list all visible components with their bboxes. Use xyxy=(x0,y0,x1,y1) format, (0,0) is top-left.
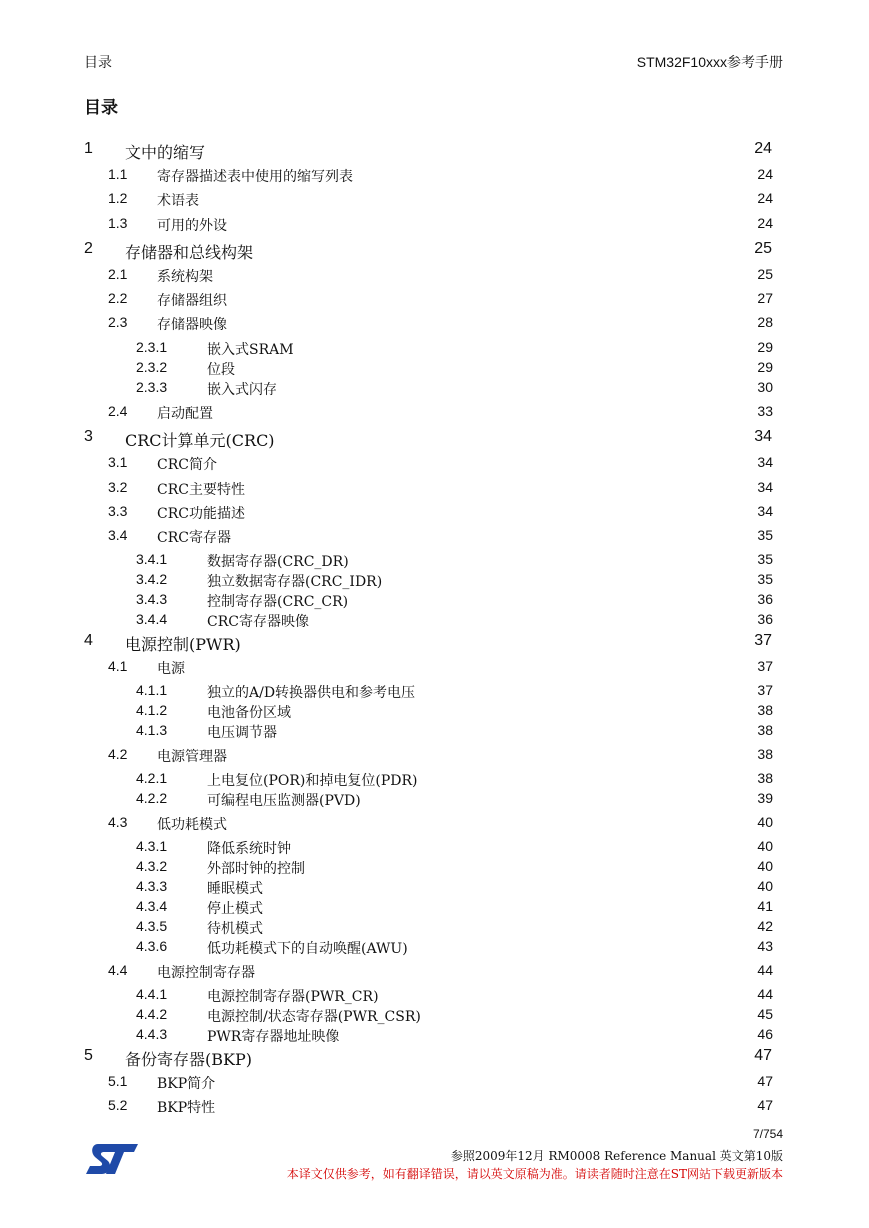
toc-entry[interactable] xyxy=(0,722,869,742)
toc-entry-page: 38 xyxy=(757,770,773,786)
toc-entry-number: 4.2.2 xyxy=(136,790,168,806)
toc-entry-page: 43 xyxy=(757,938,773,954)
toc-entry-number: 3.4.4 xyxy=(136,611,168,627)
toc-entry-title: 寄存器描述表中使用的缩写列表 xyxy=(157,169,353,185)
toc-entry-page: 40 xyxy=(757,838,773,854)
toc-entry-page: 42 xyxy=(757,918,773,934)
toc-entry[interactable] xyxy=(0,140,869,160)
toc-entry[interactable] xyxy=(0,1047,869,1067)
toc-entry-page: 37 xyxy=(757,682,773,698)
page-header-right: STM32F10xxx参考手册 xyxy=(636,54,783,70)
toc-entry-page: 37 xyxy=(757,658,773,674)
toc-entry-title: 术语表 xyxy=(157,193,199,209)
toc-entry-title: 上电复位(POR)和掉电复位(PDR) xyxy=(207,773,418,789)
toc-entry-page: 24 xyxy=(754,140,772,157)
toc-entry-number: 2.3.2 xyxy=(136,359,168,375)
toc-entry-title: 可编程电压监测器(PVD) xyxy=(207,793,361,809)
toc-entry-title: CRC简介 xyxy=(157,457,217,473)
toc-entry[interactable] xyxy=(0,240,869,260)
toc-entry-title: CRC寄存器映像 xyxy=(207,614,309,630)
toc-entry[interactable] xyxy=(0,266,869,286)
page-title: 目录 xyxy=(84,98,118,118)
toc-entry-page: 25 xyxy=(757,266,773,282)
toc-entry-number: 3.2 xyxy=(108,479,128,495)
toc-entry-page: 34 xyxy=(757,503,773,519)
toc-entry-title: 文中的缩写 xyxy=(125,143,206,162)
toc-entry-page: 46 xyxy=(757,1026,773,1042)
toc-entry-number: 4 xyxy=(84,632,93,649)
toc-entry-page: 41 xyxy=(757,898,773,914)
toc-entry-page: 36 xyxy=(757,611,773,627)
toc-entry-title: 备份寄存器(BKP) xyxy=(125,1050,252,1069)
toc-entry-number: 3.4 xyxy=(108,527,128,543)
toc-entry[interactable] xyxy=(0,428,869,448)
toc-entry-title: 独立的A/D转换器供电和参考电压 xyxy=(207,685,416,701)
toc-entry[interactable] xyxy=(0,858,869,878)
toc-entry-title: CRC寄存器 xyxy=(157,530,231,546)
toc-entry-page: 38 xyxy=(757,722,773,738)
toc-entry-page: 24 xyxy=(757,215,773,231)
toc-entry[interactable] xyxy=(0,339,869,359)
st-logo-icon xyxy=(84,1140,140,1178)
toc-entry-title: 停止模式 xyxy=(207,901,263,917)
toc-entry-number: 4.4.1 xyxy=(136,986,168,1002)
toc-entry-title: PWR寄存器地址映像 xyxy=(207,1029,340,1045)
toc-entry-number: 4.3.3 xyxy=(136,878,168,894)
toc-entry-title: BKP特性 xyxy=(157,1100,216,1116)
toc-entry-title: 可用的外设 xyxy=(157,218,227,234)
toc-entry-number: 1.2 xyxy=(108,190,128,206)
toc-entry-number: 4.4.2 xyxy=(136,1006,168,1022)
toc-entry-title: 电源控制寄存器(PWR_CR) xyxy=(207,989,379,1005)
toc-entry-title: 电源控制/状态寄存器(PWR_CSR) xyxy=(207,1009,421,1025)
toc-entry-page: 35 xyxy=(757,551,773,567)
toc-entry-number: 3.4.3 xyxy=(136,591,168,607)
toc-entry-title: 电源管理器 xyxy=(157,749,227,765)
toc-entry-page: 36 xyxy=(757,591,773,607)
toc-entry-page: 24 xyxy=(757,190,773,206)
toc-entry[interactable] xyxy=(0,290,869,310)
toc-entry-title: 待机模式 xyxy=(207,921,263,937)
toc-entry-title: 系统构架 xyxy=(157,269,213,285)
toc-entry[interactable] xyxy=(0,918,869,938)
toc-entry-number: 3.4.1 xyxy=(136,551,168,567)
toc-entry[interactable] xyxy=(0,1073,869,1093)
toc-entry-page: 25 xyxy=(754,240,772,257)
toc-entry[interactable] xyxy=(0,479,869,499)
toc-entry-title: 控制寄存器(CRC_CR) xyxy=(207,594,349,610)
toc-entry-number: 3.4.2 xyxy=(136,571,168,587)
toc-entry[interactable] xyxy=(0,454,869,474)
toc-entry-page: 33 xyxy=(757,403,773,419)
toc-entry[interactable] xyxy=(0,986,869,1006)
toc-entry-number: 5.1 xyxy=(108,1073,128,1089)
toc-entry-number: 1.3 xyxy=(108,215,128,231)
toc-entry[interactable] xyxy=(0,938,869,958)
toc-entry-page: 40 xyxy=(757,878,773,894)
toc-entry-page: 47 xyxy=(757,1097,773,1113)
toc-entry-title: 数据寄存器(CRC_DR) xyxy=(207,554,349,570)
toc-entry-number: 4.1.2 xyxy=(136,702,168,718)
toc-entry[interactable] xyxy=(0,878,869,898)
toc-entry-title: 电源 xyxy=(157,661,185,677)
footer-notice: 本译文仅供参考，如有翻译错误，请以英文原稿为准。请读者随时注意在ST网站下载更新版本 xyxy=(286,1167,783,1181)
toc-entry-title: 存储器和总线构架 xyxy=(125,243,254,262)
toc-entry-title: BKP简介 xyxy=(157,1076,216,1092)
toc-entry[interactable] xyxy=(0,702,869,722)
toc-entry-title: 启动配置 xyxy=(157,406,213,422)
toc-entry-number: 3.1 xyxy=(108,454,128,470)
toc-entry[interactable] xyxy=(0,1097,869,1117)
toc-entry[interactable] xyxy=(0,790,869,810)
toc-entry-number: 5 xyxy=(84,1047,93,1064)
toc-entry-page: 28 xyxy=(757,314,773,330)
toc-entry[interactable] xyxy=(0,215,869,235)
toc-entry-title: 嵌入式闪存 xyxy=(207,382,277,398)
toc-entry-title: 低功耗模式 xyxy=(157,817,227,833)
toc-entry-number: 3.3 xyxy=(108,503,128,519)
toc-entry-number: 4.3.1 xyxy=(136,838,168,854)
toc-entry-page: 30 xyxy=(757,379,773,395)
toc-entry-number: 4.3.5 xyxy=(136,918,168,934)
toc-entry-number: 4.2 xyxy=(108,746,128,762)
toc-entry-title: 存储器组织 xyxy=(157,293,227,309)
toc-entry[interactable] xyxy=(0,359,869,379)
toc-entry-page: 35 xyxy=(757,571,773,587)
toc-entry-title: 低功耗模式下的自动唤醒(AWU) xyxy=(207,941,408,957)
toc-entry-number: 4.4 xyxy=(108,962,128,978)
toc-entry-number: 2.1 xyxy=(108,266,128,282)
toc-entry-title: 电压调节器 xyxy=(207,725,277,741)
toc-entry-page: 38 xyxy=(757,702,773,718)
toc-entry[interactable] xyxy=(0,746,869,766)
toc-entry[interactable] xyxy=(0,503,869,523)
toc-entry-number: 2.2 xyxy=(108,290,128,306)
toc-entry-title: CRC主要特性 xyxy=(157,482,245,498)
toc-entry-number: 4.2.1 xyxy=(136,770,168,786)
toc-entry-title: 外部时钟的控制 xyxy=(207,861,305,877)
toc-entry[interactable] xyxy=(0,190,869,210)
toc-entry[interactable] xyxy=(0,379,869,399)
toc-entry-title: 嵌入式SRAM xyxy=(207,342,294,358)
toc-entry-number: 4.4.3 xyxy=(136,1026,168,1042)
toc-entry-page: 24 xyxy=(757,166,773,182)
toc-entry-page: 47 xyxy=(754,1047,772,1064)
toc-entry-number: 2.4 xyxy=(108,403,128,419)
toc-entry-page: 35 xyxy=(757,527,773,543)
toc-entry-number: 4.3.4 xyxy=(136,898,168,914)
toc-entry[interactable] xyxy=(0,314,869,334)
toc-entry-title: 独立数据寄存器(CRC_IDR) xyxy=(207,574,383,590)
toc-entry-number: 4.1.1 xyxy=(136,682,168,698)
toc-entry-page: 47 xyxy=(757,1073,773,1089)
toc-entry[interactable] xyxy=(0,682,869,702)
toc-entry-title: 降低系统时钟 xyxy=(207,841,291,857)
toc-entry-number: 4.3 xyxy=(108,814,128,830)
toc-entry-title: 睡眠模式 xyxy=(207,881,263,897)
toc-entry[interactable] xyxy=(0,527,869,547)
toc-entry[interactable] xyxy=(0,571,869,591)
toc-entry[interactable] xyxy=(0,403,869,423)
toc-entry-title: 位段 xyxy=(207,362,235,378)
toc-entry-number: 5.2 xyxy=(108,1097,128,1113)
page-header-left: 目录 xyxy=(84,55,112,71)
toc-entry-page: 37 xyxy=(754,632,772,649)
toc-entry-number: 4.3.6 xyxy=(136,938,168,954)
toc-entry-page: 29 xyxy=(757,359,773,375)
toc-entry-number: 2.3.1 xyxy=(136,339,168,355)
toc-entry-number: 1 xyxy=(84,140,93,157)
toc-entry-page: 27 xyxy=(757,290,773,306)
toc-entry[interactable] xyxy=(0,962,869,982)
toc-entry-number: 2.3.3 xyxy=(136,379,168,395)
toc-entry[interactable] xyxy=(0,814,869,834)
toc-entry-page: 44 xyxy=(757,986,773,1002)
footer-page-number: 7/754 xyxy=(752,1127,783,1141)
toc-entry-title: 电源控制寄存器 xyxy=(157,965,255,981)
footer-reference: 参照2009年12月 RM0008 Reference Manual 英文第10版 xyxy=(450,1149,783,1163)
toc-entry-title: 存储器映像 xyxy=(157,317,227,333)
toc-entry-page: 34 xyxy=(754,428,772,445)
toc-entry-page: 40 xyxy=(757,814,773,830)
toc-entry-page: 39 xyxy=(757,790,773,806)
toc-entry-number: 4.3.2 xyxy=(136,858,168,874)
toc-entry[interactable] xyxy=(0,166,869,186)
toc-entry[interactable] xyxy=(0,658,869,678)
toc-entry[interactable] xyxy=(0,611,869,631)
toc-entry-title: 电池备份区域 xyxy=(207,705,291,721)
toc-entry-page: 34 xyxy=(757,454,773,470)
toc-entry-page: 40 xyxy=(757,858,773,874)
toc-entry-page: 44 xyxy=(757,962,773,978)
toc-entry[interactable] xyxy=(0,632,869,652)
toc-entry[interactable] xyxy=(0,551,869,571)
toc-entry[interactable] xyxy=(0,591,869,611)
toc-entry[interactable] xyxy=(0,838,869,858)
toc-entry-page: 34 xyxy=(757,479,773,495)
toc-entry-number: 2 xyxy=(84,240,93,257)
toc-entry-page: 29 xyxy=(757,339,773,355)
toc-entry[interactable] xyxy=(0,1006,869,1026)
toc-entry-number: 4.1 xyxy=(108,658,128,674)
toc-entry-number: 3 xyxy=(84,428,93,445)
toc-entry[interactable] xyxy=(0,898,869,918)
toc-entry-number: 2.3 xyxy=(108,314,128,330)
toc-entry[interactable] xyxy=(0,770,869,790)
toc-entry-number: 1.1 xyxy=(108,166,128,182)
toc-entry-number: 4.1.3 xyxy=(136,722,168,738)
toc-entry-page: 45 xyxy=(757,1006,773,1022)
toc-entry-title: 电源控制(PWR) xyxy=(125,635,241,654)
toc-entry-title: CRC功能描述 xyxy=(157,506,245,522)
toc-entry[interactable] xyxy=(0,1026,869,1046)
toc-entry-title: CRC计算单元(CRC) xyxy=(125,431,275,450)
toc-entry-page: 38 xyxy=(757,746,773,762)
